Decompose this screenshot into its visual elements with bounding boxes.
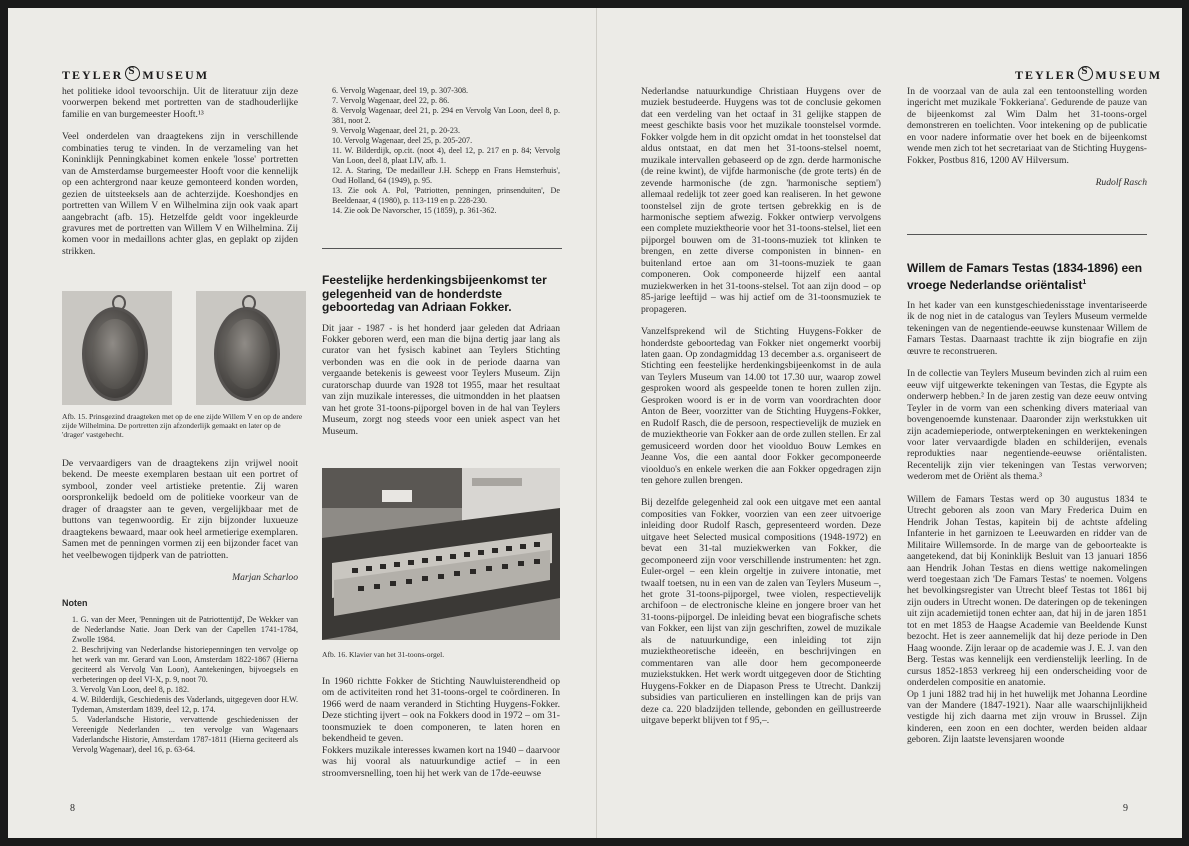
notes-title: Noten bbox=[62, 597, 88, 608]
note: 11. W. Bilderdijk, op.cit. (noot 4), deel 12, p. 217 en p. 84; Vervolg Van Loon, deel 8, plaat LIV, afb. 1. bbox=[332, 146, 560, 165]
page-number-left: 8 bbox=[70, 803, 75, 814]
article-headline: Feestelijke herdenkingsbijeenkomst ter gelegenheid van de honderdste geboortedag van Adriaan Fokker. bbox=[322, 273, 547, 314]
right-column-2 bbox=[907, 86, 1147, 201]
note: 9. Vervolg Wagenaar, deel 21, p. 20-23. bbox=[332, 126, 460, 135]
paragraph: In de voorzaal van de aula zal een tentoonstelling worden ingericht met muzikale 'Fokkeriana'. Gedurende de pauze van de bijeenkomst zal Wim Dalm het 31-toons-orgel demonstreren en toelichten. Voor intekening op de publicatie en voor nadere informatie over het boek en de bijeenkomst wende men zich tot het secretariaat van de Stichting Huygens-Fokker, Postbus 816, 1200 AV Hilversum. bbox=[907, 86, 1147, 166]
note: 10. Vervolg Wagenaar, deel 25, p. 205-207. bbox=[332, 136, 473, 145]
author-signature: Marjan Scharloo bbox=[232, 572, 298, 584]
figure-15-left-photo bbox=[62, 291, 172, 405]
note: 7. Vervolg Wagenaar, deel 22, p. 86. bbox=[332, 96, 450, 105]
section-divider bbox=[907, 234, 1147, 235]
left-column-1 bbox=[62, 86, 298, 268]
note: 3. Vervolg Van Loon, deel 8, p. 182. bbox=[72, 684, 190, 694]
medallion-willem-v bbox=[82, 307, 148, 401]
left-column-1-continued bbox=[62, 458, 298, 755]
paragraph: In het kader van een kunstgeschiedenisstage inventariseerde ik de nog niet in de catalogus van Teylers Museum vermelde tekeningen van de negentiende-eeuwse kunstenaar Willem de Famars Testas. Daarnaast trachtte ik zijn biografie en zijn œuvre te reconstrueren. bbox=[907, 300, 1147, 357]
masthead-left bbox=[62, 66, 209, 83]
note: 12. A. Staring, 'De medailleur J.H. Schepp en Frans Hemsterhuis', Oud Holland, 64 (1949), p. 95. bbox=[332, 166, 560, 185]
organ-keyboard-illustration bbox=[322, 468, 560, 640]
section-divider bbox=[322, 248, 562, 249]
right-column-1 bbox=[641, 86, 881, 737]
left-column-2-continued bbox=[322, 676, 560, 779]
paragraph: het politieke idool tevoorschijn. Uit de literatuur zijn deze voorwerpen bekend met portretten van de stadhouderlijke familie en van burgemeester Hooft.¹³ bbox=[62, 86, 298, 120]
right-page bbox=[597, 8, 1182, 838]
paragraph: In de collectie van Teylers Museum bevinden zich al ruim een eeuw vijf uitgewerkte tekeningen van Testas, die Egypte als onderwerp hebben.² In de jaren zestig van deze eeuw ontving Teyler in de vorm van een schenking divers materiaal van bovengenoemde kunstenaar. Daaronder zijn werkstukken uit zijn academieperiode, ontwerptekeningen en werktekeningen voor later vervaardigde bladen en schilderijen, evenals reprodukties naar negentiende-eeuwse oriëntalisten. Recentelijk zijn vier tekeningen van Testas verworven; wederom met de Oriënt als thema.³ bbox=[907, 368, 1147, 483]
figure-15-caption: Afb. 15. Prinsgezind draagteken met op de ene zijde Willem V en op de andere zijde Wilhelmina. De portretten zijn afzonderlijk gemaakt en later op de 'drager' vastgehecht. bbox=[62, 412, 303, 439]
note: 14. Zie ook De Navorscher, 15 (1859), p. 361-362. bbox=[332, 206, 497, 215]
paragraph: Dit jaar - 1987 - is het honderd jaar geleden dat Adriaan Fokker geboren werd, een man die bijna dertig jaar lang als curator van het fysisch kabinet aan Teylers Stichting verbonden was en die ook in de periode daarna van vergaande betekenis is geweest voor Teylers Museum. Zijn curatorschap duurde van 1928 tot 1955, maar het resultaat van zijn muzikale interesses, die uitmondden in het plaatsen van het grote 31-toons-pijporgel boven in de hal van Teylers Museum, zorgt nog steeds voor een uniek aspect van het Museum. bbox=[322, 322, 560, 437]
left-column-2 bbox=[322, 274, 560, 448]
note: 6. Vervolg Wagenaar, deel 19, p. 307-308. bbox=[332, 86, 469, 95]
note: 13. Zie ook A. Pol, 'Patriotten, penningen, prinsenduiten', De Beeldenaar, 4 (1980), p. 113-119 en p. 228-230. bbox=[332, 186, 560, 205]
figure-15-right-photo bbox=[196, 291, 306, 405]
author-signature: Rudolf Rasch bbox=[1095, 177, 1147, 189]
paragraph: Veel onderdelen van draagtekens zijn in verschillende combinaties terug te vinden. In de verzameling van het Koninklijk Penningkabinet komen enkele 'losse' portretten van de Amsterdamse burgemeester Hooft voor die kennelijk op een achtergrond naar keuze gemonteerd konden worden, gezien de uitsteeksels aan de achterzijde. Koeshondjes en portretten van Willem V en Wilhelmina zijn ook vaak apart aangebracht (afb. 15). Hetzelfde geldt voor ingekleurde gravures met de portretten van Willem V en Wilhelmina. Zij komen voor in medaillons achter glas, en geplakt op zijden strikken. bbox=[62, 131, 298, 257]
note: 8. Vervolg Wagenaar, deel 21, p. 294 en Vervolg Van Loon, deel 8, p. 381, noot 2. bbox=[332, 106, 560, 125]
note: 5. Vaderlandsche Historie, vervattende geschiedenissen der Vereenigde Nederlanden ... ten vervolge van Wagenaars Vaderlandsche Historie, Amsterdam 1787-1811 (Hierna geciteerd als Vervolg Wagenaar), deel 16, p. 63-64. bbox=[72, 714, 298, 754]
masthead-text: TEYLERS MUSEUM bbox=[1015, 68, 1162, 82]
note: 1. G. van der Meer, 'Penningen uit de Patriottentijd', De Wekker van de Nederlandse Natie. Joan Derk van der Capellen 1741-1784, Zwolle 1984. bbox=[72, 614, 298, 644]
paragraph: Op 1 juni 1882 trad hij in het huwelijk met Johanna Leordine van der Mandere (1847-1921). Naar alle waarschijnlijkheid vestigde hij zich daarna met zijn vrouw in Brussel. Zijn kinderen, een zoon en een dochter, werden beiden aldaar geboren. Zijn laatste levensjaren woonde bbox=[907, 688, 1147, 746]
right-column-2-article bbox=[907, 262, 1147, 746]
magazine-spread bbox=[8, 8, 1182, 838]
figure-16-photo bbox=[322, 468, 560, 640]
paragraph: Nederlandse natuurkundige Christiaan Huygens over de muziek bestudeerde. Huygens was tot de conclusie gekomen dat een verdeling van het octaaf in 31 gelijke stappen de meest geschikte basis voor het muzikale toonstelsel vormde. Fokker volgde hem in dit opzicht omdat in het toonstelsel dat aldus ontstaat, en dat men het 31-toons-stelsel noemt, muzikale intervallen gebaseerd op de zgn. derde harmonische (de reine kwint), de vijfde harmonische (de grote terts) én de zevende harmonische (de zgn. 'harmonische septiem') allemaal redelijk tot zeer goed kan realiseren. In het gewone toonstelsel zijn de grote tertsen gebrekkig en is de harmonische septiem afwezig. Fokker ontwierp vervolgens een complete muziektheorie voor het 31-toons-stelsel, liet een pijporgel bouwen om de 31-toons-muziek tot klinken te brengen, en zette diverse componisten in binnen- en buitenland ertoe aan om 31-toons-muziek te gaan componeren. Ook componeerde hijzelf een aantal muziekwerken in het 31-toons-stelsel. Tot aan zijn dood – op 85-jarige leeftijd – was hij actief om de 31-toonsmuziek te propageren. bbox=[641, 86, 881, 315]
figure-16-caption: Afb. 16. Klavier van het 31-toons-orgel. bbox=[322, 650, 445, 659]
note: 4. W. Bilderdijk, Geschiedenis des Vaderlands, uitgegeven door H.W. Tydeman, Amsterdam 1839, deel 12, p. 174. bbox=[72, 694, 298, 714]
masthead-right bbox=[1015, 66, 1162, 83]
paragraph: Vanzelfsprekend wil de Stichting Huygens-Fokker de honderdste geboortedag van Fokker niet ongemerkt voorbij laten gaan. Op zondagmiddag 13 december a.s. organiseert de Stichting een feestelijke herdenkingsbijeenkomst in de aula van Teylers Museum van 14.00 tot 17.30 uur, waarop zowel gesproken woord als gespeelde tonen te horen zullen zijn. Gesproken woord is er in de vorm van voordrachten door Anton de Beer, voorzitter van de Stichting Huygens-Fokker, en Rudolf Rasch, die de persoon, respectievelijk de muziek en de muziektheorie van Fokker aan de orde zullen stellen. Er zal gemusiceerd worden door het vioolduo Bouw Lemkes en Jeanne Vos, die een aantal door Fokker gecomponeerde vioolduo's en enkele werken die aan Fokker opgedragen zijn ten gehore zullen brengen. bbox=[641, 326, 881, 486]
left-column-2-notes bbox=[322, 86, 560, 216]
masthead-text: TEYLERS MUSEUM bbox=[62, 68, 209, 82]
notes-list bbox=[62, 615, 298, 755]
article-headline: Willem de Famars Testas (1834-1896) een vroege Nederlandse oriëntalist$^1$ bbox=[907, 261, 1143, 292]
paragraph: Willem de Famars Testas werd op 30 augustus 1834 te Utrecht geboren als zoon van Mary Frederica Duim en Hendrik Johan Testas, kapitein bij de achtste afdeling Infanterie in het garnizoen te Leeuwarden en ridder van de Militaire Willemsorde. In de marge van de geboorteakte is aangetekend, dat bij Koninklijk Besluit van 13 januari 1856 aan Hendrik Johan Testas en diens wettige nakomelingen werd toegestaan zich 'De Famars Testas' te noemen. Volgens het bevolkingsregister van Utrecht bleef Testas tot 1861 bij zijn ouders in Utrecht wonen. De dateringen op de tekeningen uit zijn academietijd tonen echter aan, dat hij in de jaren 1851 tot en met 1853 de Haagse Academie van Beeldende Kunst bezocht. Het is zeer aannemelijk dat hij deze periode in Den Haag woonde. Zijn leraar op de academie was J. E. J. van den Berg. Testas was kennelijk een verdienstelijk leerling. In de cursus 1852-1853 verkreeg hij een onderscheiding voor de onderdelen compositie en anatomie. bbox=[907, 493, 1147, 689]
paragraph: In 1960 richtte Fokker de Stichting Nauwluisterendheid op om de activiteiten rond het 31-toons-orgel te coördineren. In 1966 werd de naam veranderd in Stichting Huygens-Fokker. Deze stichting ijvert – ook na Fokkers dood in 1972 – om 31-toonsmuziek te doen componeren, te laten horen en bekendheid te geven. bbox=[322, 676, 560, 745]
page-number-right: 9 bbox=[1123, 803, 1128, 814]
paragraph: Bij dezelfde gelegenheid zal ook een uitgave met een aantal composities van Fokker, voorzien van een zeer uitvoerige inleiding door Rudolf Rasch, gepresenteerd worden. Deze uitgave heet Selected musical compositions (1948-1972) en bevat een 31-tal muziekwerken van Fokker, die gecomponeerd zijn voor verschillende instrumenten: het zgn. Euler-orgel – een klein orgeltje in zuivere intonatie, met twaalf toetsen, nu in een van de zalen van Teylers Museum –, het grote 31-toons-pijporgel, twee violen, respectievelijk archifoon – de electronische kleine en jongere broer van het 31-toons-pijporgel. De inleiding bevat een biografische schets van Fokker, een lijst van zijn geschriften, zowel de muzikale als de natuurkundige, een inleiding tot zijn muziektheoretische ideeën, en beschrijvingen en commentaren van alle door hem gecomponeerde muziekstukken. Het werk wordt uitgegeven door de Stichting Huygens-Fokker en de Diapason Press te Utrecht. Dankzij subsidies van particulieren en instellingen kan de prijs van deze ca. 220 bladzijden tellende, gebonden en geïllustreerde uitgave beperkt blijven tot f 95,–. bbox=[641, 497, 881, 727]
medallion-wilhelmina bbox=[214, 307, 280, 401]
paragraph: De vervaardigers van de draagtekens zijn vrijwel nooit bekend. De meeste exemplaren bestaan uit een portret of symbool, zonder veel artistieke pretentie. Zij waren oorspronkelijk bedoeld om de politieke voorkeur van de drager of draagster aan te geven, vergelijkbaar met de buttons van tegenwoordig. Er zijn bijzonder luxueuze draagtekens bewaard, maar ook heel armetierige exemplaren. Samen met de penningen vormen zij een bijzonder facet van het veelbewogen tijdperk van de patriotten. bbox=[62, 458, 298, 561]
note: 2. Beschrijving van Nederlandse historiepenningen ten vervolge op het werk van mr. Gerard van Loon, Amsterdam 1822-1867 (Hierna geciteerd als Vervolg Van Loon), Aantekeningen, bijvoegsels en verbeteringen op deel VI-X, p. 9, noot 70. bbox=[72, 644, 298, 684]
paragraph: Fokkers muzikale interesses kwamen kort na 1940 – daarvoor was hij vooral als natuurkundige actief – in een stroomversnelling, toen hij het werk van de 17de-eeuwse bbox=[322, 744, 560, 779]
left-page bbox=[8, 8, 597, 838]
teyler-logo-icon bbox=[1078, 66, 1093, 81]
teyler-logo-icon bbox=[125, 66, 140, 81]
